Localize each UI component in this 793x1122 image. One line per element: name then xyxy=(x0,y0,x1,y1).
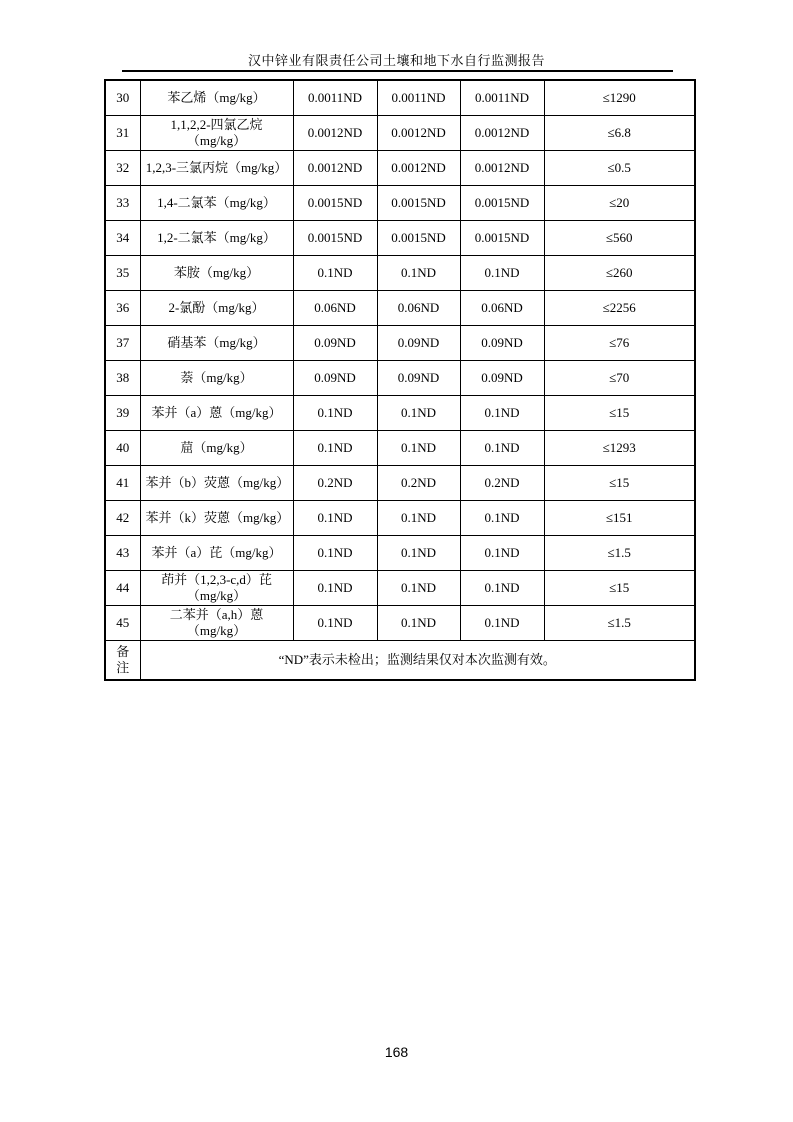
limit-cell: ≤20 xyxy=(544,185,695,220)
table-row xyxy=(105,465,695,500)
row-number-cell: 44 xyxy=(105,570,140,605)
value-cell-3: 0.1ND xyxy=(460,395,544,430)
limit-cell: ≤76 xyxy=(544,325,695,360)
limit-cell: ≤1293 xyxy=(544,430,695,465)
value-cell-2: 0.06ND xyxy=(377,290,460,325)
table-row xyxy=(105,255,695,290)
value-cell-1: 0.0015ND xyxy=(293,185,377,220)
value-cell-1: 0.0015ND xyxy=(293,220,377,255)
row-number-cell: 34 xyxy=(105,220,140,255)
value-cell-3: 0.06ND xyxy=(460,290,544,325)
value-cell-1: 0.1ND xyxy=(293,255,377,290)
row-number-cell: 33 xyxy=(105,185,140,220)
limit-cell: ≤0.5 xyxy=(544,150,695,185)
value-cell-1: 0.09ND xyxy=(293,360,377,395)
parameter-name-cell: 1,2-二氯苯（mg/kg） xyxy=(140,220,293,255)
value-cell-2: 0.1ND xyxy=(377,430,460,465)
remark-label-cell: 备注 xyxy=(105,640,140,680)
value-cell-2: 0.1ND xyxy=(377,395,460,430)
value-cell-1: 0.1ND xyxy=(293,570,377,605)
table-row xyxy=(105,430,695,465)
value-cell-1: 0.06ND xyxy=(293,290,377,325)
table-row xyxy=(105,570,695,605)
row-number-cell: 45 xyxy=(105,605,140,640)
parameter-name-cell: 1,4-二氯苯（mg/kg） xyxy=(140,185,293,220)
parameter-name-cell: 茚并（1,2,3-c,d）芘（mg/kg） xyxy=(140,570,293,605)
limit-cell: ≤70 xyxy=(544,360,695,395)
parameter-name-cell: 苯胺（mg/kg） xyxy=(140,255,293,290)
parameter-name-cell: 2-氯酚（mg/kg） xyxy=(140,290,293,325)
parameter-name-cell: 二苯并（a,h）蒽（mg/kg） xyxy=(140,605,293,640)
parameter-name-cell: 1,1,2,2-四氯乙烷（mg/kg） xyxy=(140,115,293,150)
limit-cell: ≤1290 xyxy=(544,80,695,115)
value-cell-1: 0.0012ND xyxy=(293,115,377,150)
value-cell-2: 0.09ND xyxy=(377,325,460,360)
value-cell-2: 0.1ND xyxy=(377,500,460,535)
monitoring-results-table xyxy=(104,79,696,681)
page-header-title: 汉中锌业有限责任公司土壤和地下水自行监测报告 xyxy=(247,53,545,68)
table-row xyxy=(105,80,695,115)
remark-row xyxy=(105,640,695,680)
table-row xyxy=(105,605,695,640)
row-number-cell: 38 xyxy=(105,360,140,395)
row-number-cell: 39 xyxy=(105,395,140,430)
limit-cell: ≤1.5 xyxy=(544,535,695,570)
parameter-name-cell: 苯乙烯（mg/kg） xyxy=(140,80,293,115)
parameter-name-cell: 苯并（a）芘（mg/kg） xyxy=(140,535,293,570)
limit-cell: ≤15 xyxy=(544,570,695,605)
value-cell-2: 0.0015ND xyxy=(377,220,460,255)
value-cell-3: 0.1ND xyxy=(460,255,544,290)
value-cell-2: 0.0011ND xyxy=(377,80,460,115)
value-cell-1: 0.1ND xyxy=(293,500,377,535)
table-row xyxy=(105,500,695,535)
value-cell-1: 0.1ND xyxy=(293,395,377,430)
page-number: 168 xyxy=(384,1044,409,1060)
row-number-cell: 41 xyxy=(105,465,140,500)
value-cell-1: 0.0011ND xyxy=(293,80,377,115)
row-number-cell: 31 xyxy=(105,115,140,150)
row-number-cell: 30 xyxy=(105,80,140,115)
row-number-cell: 32 xyxy=(105,150,140,185)
value-cell-2: 0.1ND xyxy=(377,255,460,290)
value-cell-1: 0.2ND xyxy=(293,465,377,500)
value-cell-3: 0.0015ND xyxy=(460,185,544,220)
parameter-name-cell: 苯并（a）蒽（mg/kg） xyxy=(140,395,293,430)
value-cell-2: 0.1ND xyxy=(377,605,460,640)
table-row xyxy=(105,395,695,430)
limit-cell: ≤260 xyxy=(544,255,695,290)
value-cell-2: 0.1ND xyxy=(377,570,460,605)
value-cell-3: 0.0015ND xyxy=(460,220,544,255)
value-cell-2: 0.2ND xyxy=(377,465,460,500)
value-cell-3: 0.1ND xyxy=(460,430,544,465)
value-cell-3: 0.0012ND xyxy=(460,150,544,185)
row-number-cell: 40 xyxy=(105,430,140,465)
value-cell-3: 0.1ND xyxy=(460,535,544,570)
row-number-cell: 43 xyxy=(105,535,140,570)
parameter-name-cell: 䓛（mg/kg） xyxy=(140,430,293,465)
value-cell-2: 0.0012ND xyxy=(377,150,460,185)
table-remark-body xyxy=(105,640,695,680)
table-body xyxy=(105,80,695,640)
value-cell-3: 0.1ND xyxy=(460,500,544,535)
value-cell-1: 0.0012ND xyxy=(293,150,377,185)
table-row xyxy=(105,185,695,220)
table-row xyxy=(105,150,695,185)
limit-cell: ≤15 xyxy=(544,465,695,500)
value-cell-1: 0.1ND xyxy=(293,535,377,570)
limit-cell: ≤560 xyxy=(544,220,695,255)
value-cell-3: 0.1ND xyxy=(460,570,544,605)
value-cell-2: 0.09ND xyxy=(377,360,460,395)
limit-cell: ≤15 xyxy=(544,395,695,430)
value-cell-3: 0.0011ND xyxy=(460,80,544,115)
table-row xyxy=(105,360,695,395)
value-cell-1: 0.1ND xyxy=(293,605,377,640)
value-cell-3: 0.2ND xyxy=(460,465,544,500)
table-row xyxy=(105,535,695,570)
value-cell-2: 0.1ND xyxy=(377,535,460,570)
parameter-name-cell: 萘（mg/kg） xyxy=(140,360,293,395)
table-row xyxy=(105,220,695,255)
value-cell-1: 0.09ND xyxy=(293,325,377,360)
value-cell-1: 0.1ND xyxy=(293,430,377,465)
parameter-name-cell: 苯并（b）荧蒽（mg/kg） xyxy=(140,465,293,500)
table-row xyxy=(105,115,695,150)
remark-text-cell: “ND”表示未检出；监测结果仅对本次监测有效。 xyxy=(140,640,695,680)
value-cell-3: 0.0012ND xyxy=(460,115,544,150)
table-row xyxy=(105,325,695,360)
row-number-cell: 36 xyxy=(105,290,140,325)
limit-cell: ≤151 xyxy=(544,500,695,535)
value-cell-3: 0.09ND xyxy=(460,325,544,360)
row-number-cell: 37 xyxy=(105,325,140,360)
parameter-name-cell: 苯并（k）荧蒽（mg/kg） xyxy=(140,500,293,535)
value-cell-2: 0.0015ND xyxy=(377,185,460,220)
limit-cell: ≤6.8 xyxy=(544,115,695,150)
value-cell-2: 0.0012ND xyxy=(377,115,460,150)
limit-cell: ≤1.5 xyxy=(544,605,695,640)
row-number-cell: 42 xyxy=(105,500,140,535)
limit-cell: ≤2256 xyxy=(544,290,695,325)
header-divider xyxy=(122,70,673,72)
parameter-name-cell: 1,2,3-三氯丙烷（mg/kg） xyxy=(140,150,293,185)
row-number-cell: 35 xyxy=(105,255,140,290)
value-cell-3: 0.1ND xyxy=(460,605,544,640)
parameter-name-cell: 硝基苯（mg/kg） xyxy=(140,325,293,360)
value-cell-3: 0.09ND xyxy=(460,360,544,395)
table-row xyxy=(105,290,695,325)
